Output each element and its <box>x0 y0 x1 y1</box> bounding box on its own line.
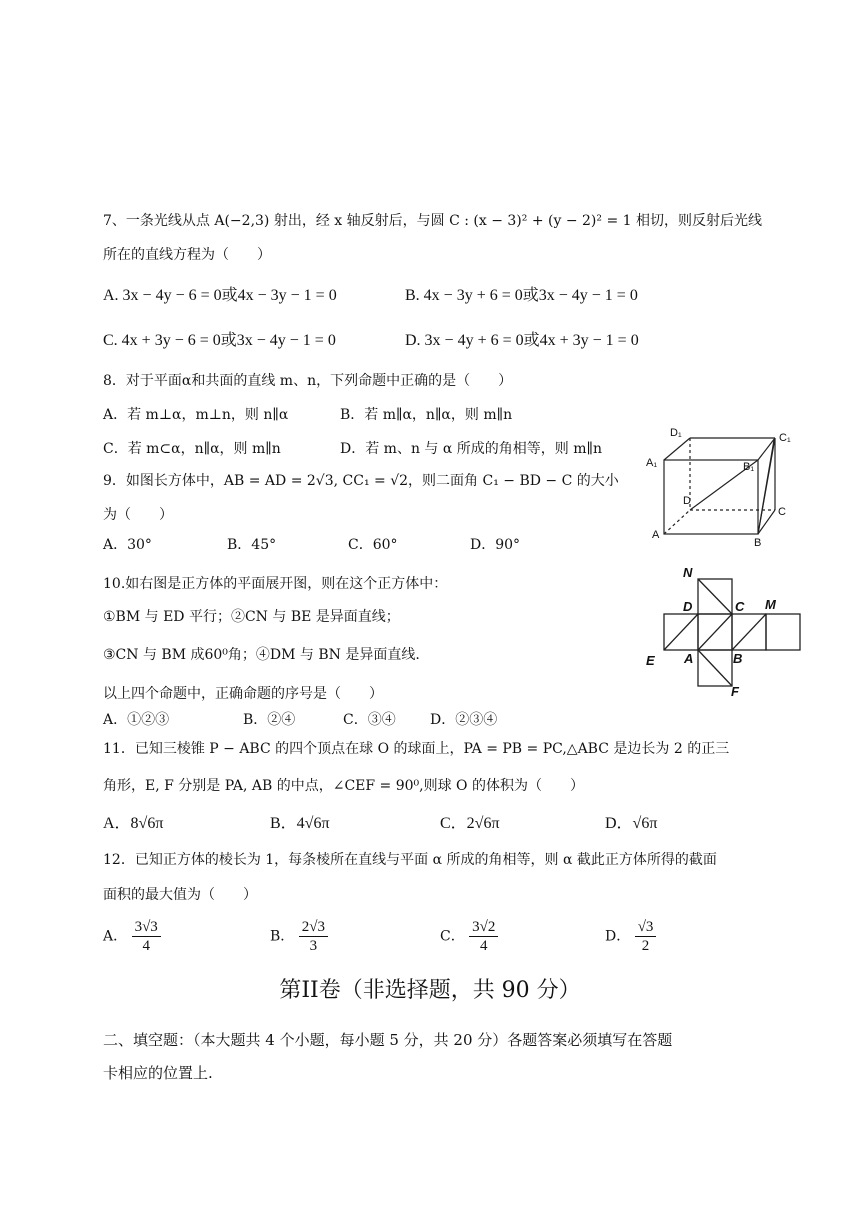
net-label-c: C <box>735 599 745 614</box>
section-2-title: 第II卷（非选择题，共 90 分） <box>279 978 581 1003</box>
edge-ad-hidden <box>664 510 690 534</box>
q9-option-c: C．60° <box>348 537 398 553</box>
q7-option-d: D. 3x − 4y + 6 = 0或4x + 3y − 1 = 0 <box>405 332 639 349</box>
label-d: D <box>683 495 691 507</box>
q12-option-c <box>440 918 498 955</box>
net-label-d: D <box>683 599 693 614</box>
q12-option-b-numerator: 2√3 <box>299 918 328 937</box>
q12-option-b-denominator: 3 <box>309 938 318 954</box>
cube-net-figure <box>643 564 813 700</box>
q12-stem-line1: 12．已知正方体的棱长为 1，每条棱所在直线与平面 α 所成的角相等，则 α 截此正方体所得的截面 <box>103 852 717 868</box>
q7-option-c: C. 4x + 3y − 6 = 0或3x − 4y − 1 = 0 <box>103 332 336 349</box>
q12-option-a <box>103 918 161 955</box>
q11-option-d: D．√6π <box>605 815 658 832</box>
cuboid-figure <box>640 420 800 550</box>
q12-option-d-numerator: √3 <box>635 918 657 937</box>
q10-option-c: C．③④ <box>343 712 396 728</box>
label-c1: C₁ <box>779 432 791 444</box>
q7-stem-line2: 所在的直线方程为（ ） <box>103 247 271 263</box>
q9-stem-line2: 为（ ） <box>103 507 173 523</box>
net-diag-1 <box>664 614 698 650</box>
q9-option-a: A．30° <box>103 537 152 553</box>
q10-stem-line4: 以上四个命题中，正确命题的序号是（ ） <box>103 686 383 702</box>
diag-bc1-b <box>758 440 774 534</box>
q12-option-c-fraction <box>469 918 498 955</box>
net-bottom-diagonal <box>698 650 732 686</box>
q12-option-b-fraction <box>299 918 328 955</box>
q12-option-a-fraction <box>132 918 161 955</box>
net-label-n: N <box>683 565 693 580</box>
q8-option-c: C．若 m⊂α，n∥α，则 m∥n <box>103 441 281 457</box>
q7-stem-line1: 7、一条光线从点 A(−2,3) 射出，经 x 轴反射后，与圆 C : (x − 3)² + (y − 2)² = 1 相切，则反射后光线 <box>103 213 762 229</box>
q12-option-c-label: C． <box>440 928 465 945</box>
q12-option-a-denominator: 4 <box>142 938 150 954</box>
label-c: C <box>778 506 786 518</box>
net-label-m: M <box>765 597 776 612</box>
q10-option-d: D．②③④ <box>430 712 498 728</box>
q11-option-c: C．2√6π <box>440 815 500 832</box>
q12-option-d-label: D． <box>605 928 631 945</box>
q7-option-b: B. 4x − 3y + 6 = 0或3x − 4y − 1 = 0 <box>405 287 638 304</box>
q9-option-d: D．90° <box>470 537 521 553</box>
q12-option-d <box>605 918 656 955</box>
label-b: B <box>754 537 762 549</box>
section-2-instructions-line1: 二、填空题：（本大题共 4 个小题，每小题 5 分，共 20 分）各题答案必须填写在答题 <box>103 1031 673 1049</box>
edge-a1d1 <box>664 438 690 460</box>
q9-stem-line1: 9．如图长方体中，AB = AD = 2√3, CC₁ = √2，则二面角 C₁ − BD − C 的大小 <box>103 473 619 489</box>
net-label-b: B <box>733 651 743 666</box>
q11-option-a: A．8√6π <box>103 815 164 832</box>
q12-option-a-numerator: 3√3 <box>132 918 161 937</box>
q10-option-a: A．①②③ <box>103 712 170 728</box>
q12-option-b <box>270 918 328 955</box>
label-d1: D₁ <box>670 427 682 439</box>
net-label-a: A <box>684 651 694 666</box>
q7-option-a: A. 3x − 4y − 6 = 0或4x − 3y − 1 = 0 <box>103 287 337 304</box>
net-diag-3 <box>732 614 766 650</box>
q8-option-b: B．若 m∥α，n∥α，则 m∥n <box>340 407 513 423</box>
q8-option-a: A．若 m⊥α，m⊥n，则 n∥α <box>103 407 289 423</box>
q8-option-d: D．若 m、n 与 α 所成的角相等，则 m∥n <box>340 441 602 457</box>
q10-option-b: B．②④ <box>243 712 296 728</box>
label-a: A <box>652 529 660 541</box>
label-b1: B₁ <box>743 461 755 473</box>
net-label-e: E <box>646 653 655 668</box>
q11-option-b: B．4√6π <box>270 815 330 832</box>
q10-stem-line1: 10.如右图是正方体的平面展开图，则在这个正方体中： <box>103 576 448 592</box>
net-top-diagonal <box>698 579 732 614</box>
q12-stem-line2: 面积的最大值为（ ） <box>103 887 257 903</box>
q10-stem-line2: ①BM 与 ED 平行；②CN 与 BE 是异面直线； <box>103 609 400 625</box>
q12-option-b-label: B． <box>270 928 295 945</box>
net-square-4 <box>766 614 800 650</box>
q11-stem-line2: 角形，E, F 分别是 PA, AB 的中点，∠CEF = 90⁰,则球 O 的体积为（ ） <box>103 778 584 794</box>
q9-option-b: B．45° <box>227 537 277 553</box>
q8-stem: 8．对于平面α和共面的直线 m、n，下列命题中正确的是（ ） <box>103 373 513 389</box>
net-label-f: F <box>731 684 739 699</box>
q12-option-a-label: A． <box>103 928 128 945</box>
q10-stem-line3: ③CN 与 BM 成60⁰角；④DM 与 BN 是异面直线. <box>103 647 420 663</box>
q12-option-d-fraction <box>635 918 657 955</box>
net-diag-2 <box>698 614 732 650</box>
q12-option-c-denominator: 4 <box>480 938 488 954</box>
q12-option-c-numerator: 3√2 <box>469 918 498 937</box>
section-2-instructions-line2: 卡相应的位置上. <box>103 1064 213 1082</box>
label-a1: A₁ <box>646 457 658 469</box>
q12-option-d-denominator: 2 <box>641 938 650 954</box>
q11-stem-line1: 11．已知三棱锥 P − ABC 的四个顶点在球 O 的球面上，PA = PB = PC,△ABC 是边长为 2 的正三 <box>103 741 730 757</box>
